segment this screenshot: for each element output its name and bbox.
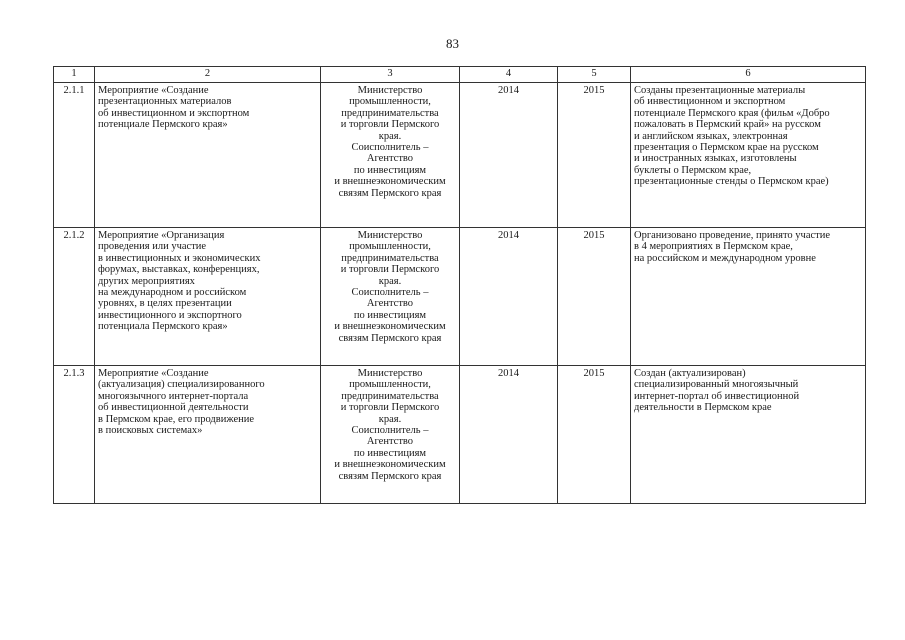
end-year: 2015 [558,228,631,366]
measure-name [95,366,321,504]
text-line: проведения или участие [98,241,207,253]
text-line: об инвестиционной деятельности [98,402,249,414]
text-line: и торговли Пермского [340,119,440,131]
text-line: потенциале Пермского края» [98,119,228,131]
text-line: в поисковых системах» [98,425,203,437]
text-line: деятельности в Пермском крае [634,402,772,414]
text-line: презентационных материалов [98,96,232,108]
text-line: в инвестиционных и экономических [98,252,261,264]
text-line: уровнях, в целях презентации [98,298,232,310]
column-header: 1 [54,67,95,83]
text-line: на российском и международном уровне [634,252,816,264]
page-number: 83 [446,36,459,51]
end-year: 2015 [558,83,631,228]
text-line: Мероприятие «Создание [98,85,209,96]
text-line: и внешнеэкономическим [334,321,446,333]
text-line: специализированный многоязычный [634,379,799,391]
text-line: Министерство [357,230,423,241]
column-header: 2 [95,67,321,83]
text-line: Агентство [366,436,414,448]
table-row [54,228,866,366]
measures-table [53,66,866,504]
text-line: и внешнеэкономическим [334,459,446,471]
start-year: 2014 [460,83,558,228]
text-line: и английском языках, электронная [634,130,788,142]
column-header: 4 [460,67,558,83]
measure-number: 2.1.3 [54,366,95,504]
text-line: Министерство [357,368,423,379]
measure-executor [321,83,460,228]
measure-number: 2.1.1 [54,83,95,228]
text-line: (актуализация) специализированного [98,379,265,391]
measure-result [631,83,866,228]
text-line: презентация о Пермском крае на русском [634,142,819,154]
text-line: по инвестициям [353,164,427,176]
text-line: инвестиционного и экспортного [98,309,242,321]
text-line: Соисполнитель – [351,287,429,299]
table-row [54,366,866,504]
text-line: Создан (актуализирован) [634,368,746,379]
text-line: и торговли Пермского [340,402,440,414]
text-line: по инвестициям [353,309,427,321]
text-line: об инвестиционном и экспортном [634,96,786,108]
text-line: пожаловать в Пермский край» на русском [634,119,821,131]
text-line: других мероприятиях [98,275,195,287]
text-line: в Пермском крае, его продвижение [98,413,255,425]
measure-executor [321,228,460,366]
text-line: Соисполнитель – [351,142,429,154]
text-line: и внешнеэкономическим [334,176,446,188]
column-header: 6 [631,67,866,83]
text-line: по инвестициям [353,447,427,459]
text-line: края. [378,130,402,142]
text-line: интернет-портал об инвестиционной [634,390,800,402]
text-line: и торговли Пермского [340,264,440,276]
text-line: предпринимательства [341,390,439,402]
text-line: Организовано проведение, принято участие [634,230,831,241]
table-header-row [54,67,866,83]
table-row [54,83,866,228]
text-line: Мероприятие «Создание [98,368,209,379]
text-line: об инвестиционном и экспортном [98,107,250,119]
column-header: 3 [321,67,460,83]
text-line: края. [378,413,402,425]
text-line: Агентство [366,153,414,165]
text-line: многоязычного интернет-портала [98,390,249,402]
column-header: 5 [558,67,631,83]
text-line: связям Пермского края [338,470,442,482]
text-line: связям Пермского края [338,332,442,344]
text-line: в 4 мероприятиях в Пермском крае, [634,241,793,253]
text-line: Министерство [357,85,423,96]
measure-number: 2.1.2 [54,228,95,366]
text-line: и иностранных языках, изготовлены [634,153,797,165]
start-year: 2014 [460,366,558,504]
text-line: Соисполнитель – [351,425,429,437]
text-line: предпринимательства [341,252,439,264]
measure-executor [321,366,460,504]
text-line: промышленности, [349,241,431,253]
measure-result [631,228,866,366]
text-line: промышленности, [349,379,431,391]
text-line: промышленности, [349,96,431,108]
text-line: Созданы презентационные материалы [634,85,806,96]
measure-name [95,83,321,228]
text-line: потенциале Пермского края (фильм «Добро [634,107,830,119]
text-line: Мероприятие «Организация [98,230,225,241]
text-line: презентационные стенды о Пермском крае) [634,176,829,188]
measure-result [631,366,866,504]
text-line: связям Пермского края [338,187,442,199]
text-line: края. [378,275,402,287]
text-line: буклеты о Пермском крае, [634,164,752,176]
end-year: 2015 [558,366,631,504]
text-line: предпринимательства [341,107,439,119]
measure-name [95,228,321,366]
text-line: на международном и российском [98,287,247,299]
text-line: форумах, выставках, конференциях, [98,264,260,276]
text-line: потенциала Пермского края» [98,321,228,333]
text-line: Агентство [366,298,414,310]
start-year: 2014 [460,228,558,366]
